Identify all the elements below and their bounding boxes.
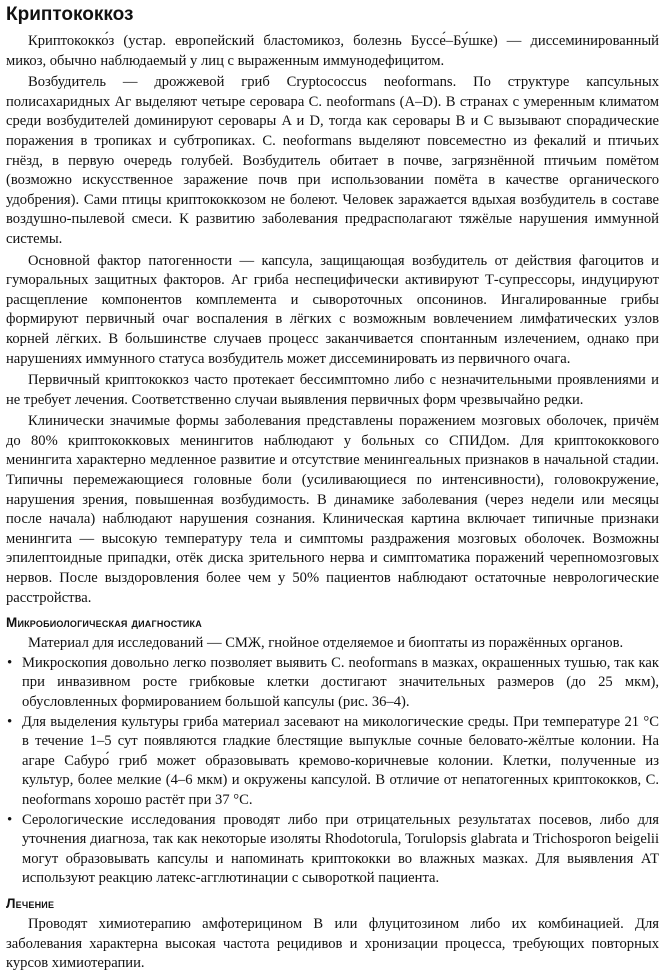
list-item-culture: • Для выделения культуры гриба материал засевают на микологические среды. При температуре 21 °С в течение 1–5 сут появляются гладкие блестящие выпуклые сочные беловато-жёлтые колонии. На агаре Сабуро́ гриб может образовывать кремово-коричневые колонии. Клетки, полученные из культур, более мелкие (4–6 мкм) и окружены капсулой. В отличие от непатогенных криптококков, C. neoformans хорошо растёт при 37 °С. — [6, 713, 659, 811]
paragraph-pathogen: Возбудитель — дрожжевой гриб Cryptococcus neoformans. По структуре капсульных полисахаридных Аг выделяют четыре серовара C. neoformans (A–D). В странах с умеренным климатом среди возбудителей доминируют серовары A и D, тогда как серовары B и C вызывают спорадические поражения в тропиках и субтропиках. C. neoformans выделяют повсеместно из фекалий и птичьих гнёзд, в первую очередь голубей. Возбудитель обитает в почве, загрязнённой птичьим помётом (возможно искусственное заражение почв при использовании помёта в качестве органического удобрения). Сами птицы криптококкозом не болеют. Человек заражается вдыхая возбудитель в составе воздушно-пылевой смеси. К развитию заболевания предрасполагают тяжёлые нарушения иммунной системы. — [6, 74, 659, 247]
section-heading-diagnostics: Микробиологическая диагностика — [6, 615, 202, 631]
paragraph-primary-form: Первичный криптококкоз часто протекает бессимптомно либо с незначительными проявлениями и не требует лечения. Соответственно случаи выявления первичных форм чрезвычайно редки. — [6, 372, 659, 408]
page-title: Криптококкоз — [6, 4, 134, 25]
paragraph-treatment: Проводят химиотерапию амфотерицином В или флуцитозином либо их комбинацией. Для заболевания характерна высокая частота рецидивов и хронизации процесса, требующих повторных курсов химиотерапии. — [6, 915, 659, 972]
section-heading-treatment: Лечение — [6, 895, 55, 911]
paragraph-pathogenicity: Основной фактор патогенности — капсула, защищающая возбудитель от действия фагоцитов и гуморальных защитных факторов. Аг гриба неспецифически активируют Т-супрессоры, индуцируют расщепление компонентов комплемента и сывороточных опсонинов. Ингалированные грибы формируют первичный очаг воспаления в лёгких с возможным вовлечением лимфатических узлов корней лёгких. В большинстве случаев процесс заканчивается спонтанным излечением, однако при нарушениях иммунного статуса возбудитель может диссеминировать из первичного очага. — [6, 252, 659, 367]
paragraph-diagnostics-material: Материал для исследований — СМЖ, гнойное отделяемое и биоптаты из поражённых органов. — [28, 635, 624, 652]
paragraph-clinical-forms: Клинически значимые формы заболевания представлены поражением мозговых оболочек, причём до 80% криптококковых менингитов наблюдают у больных со СПИДом. Для криптококкового менингита характерно медленное развитие и отсутствие менингеальных признаков в начальной стадии. Типичны перемежающиеся головные боли (усиливающиеся по интенсивности), головокружение, нарушения зрения, повышенная возбудимость. В динамике заболевания (через недели или месяцы после начала) наблюдают нарушения сознания. Клиническая картина включает типичные признаки менингита — высокую температуру тела и симптомы раздражения мозговых оболочек. Возможны эпилептоидные припадки, отёк диска зрительного нерва и симптоматика поражений черепномозговых нервов. После выздоровления более чем у 50% пациентов наблюдают остаточные неврологические расстройства. — [6, 413, 659, 606]
paragraph-definition: Криптококко́з (устар. европейский бластомикоз, болезнь Буссе́–Бу́шке) — диссеминированный микоз, обычно наблюдаемый у лиц с выраженным иммунодефицитом. — [6, 33, 659, 69]
diagnostics-list — [6, 654, 659, 889]
list-item-serology: • Серологические исследования проводят либо при отрицательных результатах посевов, либо для уточнения диагноза, так как некоторые изоляты Rhodotorula, Torulopsis glabrata и Trichosporon beigelii могут образовывать капсулы и напоминать криптококки во влажных мазках. Для выявления АТ используют реакцию латекс-агглютинации с сывороткой пациента. — [6, 811, 659, 889]
list-item-microscopy: • Микроскопия довольно легко позволяет выявить C. neoformans в мазках, окрашенных тушью, так как при инвазивном росте грибковые клетки достигают значительных размеров (до 25 мкм), обусловленных формированием большой капсулы (рис. 36–4). — [6, 654, 659, 713]
